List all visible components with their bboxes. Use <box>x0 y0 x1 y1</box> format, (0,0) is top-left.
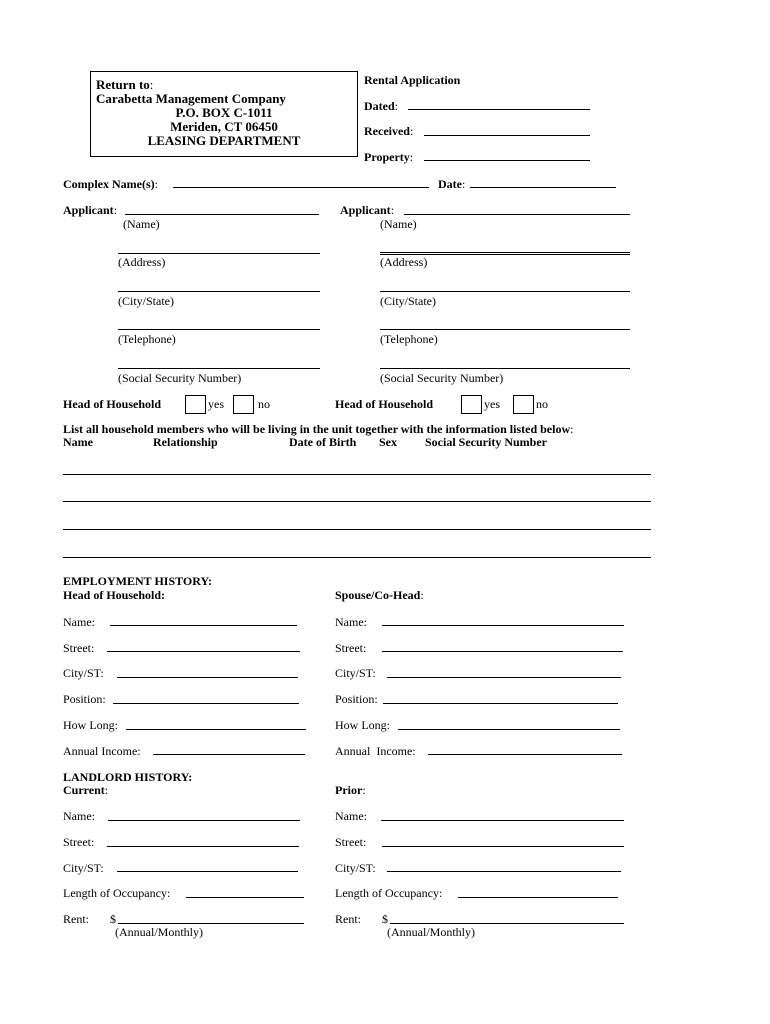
applicant-1-address-field[interactable] <box>118 253 320 254</box>
emp-head-position-label: Position: <box>63 692 106 706</box>
emp-spouse-name-label: Name: <box>335 615 367 629</box>
emp-spouse-city-field[interactable] <box>387 677 621 678</box>
property-field[interactable] <box>424 160 590 161</box>
ll-prior-name-label: Name: <box>335 809 367 823</box>
emp-spouse-name-field[interactable] <box>382 625 624 626</box>
applicant-1-name-field[interactable] <box>125 214 319 215</box>
applicant-2-telephone-field[interactable] <box>380 329 630 330</box>
applicant-2-address-field[interactable] <box>380 252 630 253</box>
household-instruction: List all household members who will be living in the unit together with the information listed below: <box>63 422 574 436</box>
applicant-1-city-field[interactable] <box>118 291 320 292</box>
applicant-2-name-caption: (Name) <box>380 217 417 231</box>
emp-head-name-field[interactable] <box>110 625 297 626</box>
received-label: Received: <box>364 124 414 138</box>
household-row-2[interactable] <box>63 501 651 502</box>
emp-spouse-howlong-label: How Long: <box>335 718 390 732</box>
emp-spouse-street-field[interactable] <box>382 651 623 652</box>
form-title: Rental Application <box>364 73 461 87</box>
dated-label: Dated: <box>364 99 399 113</box>
household-row-4[interactable] <box>63 557 651 558</box>
head-1-yes-checkbox[interactable] <box>185 395 206 414</box>
applicant-1-ssn-caption: (Social Security Number) <box>118 371 242 385</box>
emp-spouse-howlong-field[interactable] <box>398 729 620 730</box>
ll-current-rent-label: Rent: <box>63 912 89 926</box>
applicant-2-city-field[interactable] <box>380 291 630 292</box>
head-1-no-checkbox[interactable] <box>233 395 254 414</box>
emp-head-income-field[interactable] <box>153 754 305 755</box>
applicant-1-ssn-field[interactable] <box>118 368 320 369</box>
column-relationship: Relationship <box>153 435 218 449</box>
ll-prior-city-label: City/ST: <box>335 861 376 875</box>
emp-spouse-city-label: City/ST: <box>335 666 376 680</box>
ll-prior-occupancy-label: Length of Occupancy: <box>335 886 443 900</box>
ll-prior-city-field[interactable] <box>387 871 621 872</box>
ll-current-street-field[interactable] <box>107 846 299 847</box>
ll-current-name-label: Name: <box>63 809 95 823</box>
ll-prior-rent-label: Rent: <box>335 912 361 926</box>
emp-head-name-label: Name: <box>63 615 95 629</box>
ll-prior-street-label: Street: <box>335 835 367 849</box>
ll-prior-street-field[interactable] <box>382 846 624 847</box>
landlord-current-label: Current: <box>63 783 109 797</box>
applicant-1-address-caption: (Address) <box>118 255 166 269</box>
applicant-1-label: Applicant: <box>63 203 118 217</box>
head-of-household-2-label: Head of Household <box>335 397 434 411</box>
landlord-history-title: LANDLORD HISTORY: <box>63 770 193 784</box>
applicant-1-name-caption: (Name) <box>123 217 160 231</box>
dated-field[interactable] <box>408 109 590 110</box>
ll-prior-name-field[interactable] <box>381 820 624 821</box>
emp-spouse-position-label: Position: <box>335 692 378 706</box>
ll-prior-rent-field[interactable] <box>390 923 624 924</box>
employment-head-label: Head of Household: <box>63 588 166 602</box>
head-1-yes-label: yes <box>208 397 224 411</box>
emp-head-city-field[interactable] <box>117 677 298 678</box>
household-row-3[interactable] <box>63 529 651 530</box>
ll-prior-annual-monthly: (Annual/Monthly) <box>387 925 475 939</box>
ll-prior-occupancy-field[interactable] <box>458 897 618 898</box>
head-of-household-1-label: Head of Household <box>63 397 162 411</box>
ll-current-annual-monthly: (Annual/Monthly) <box>115 925 203 939</box>
emp-head-city-label: City/ST: <box>63 666 104 680</box>
date-label: Date: <box>438 177 466 191</box>
applicant-1-telephone-caption: (Telephone) <box>118 332 176 346</box>
emp-spouse-street-label: Street: <box>335 641 367 655</box>
applicant-1-telephone-field[interactable] <box>118 329 320 330</box>
company-name: Carabetta Management Company <box>96 91 286 106</box>
head-1-no-label: no <box>258 397 270 411</box>
emp-spouse-income-field[interactable] <box>428 754 622 755</box>
emp-head-street-field[interactable] <box>107 651 300 652</box>
column-date-of-birth: Date of Birth <box>289 435 357 449</box>
ll-current-city-field[interactable] <box>117 871 298 872</box>
ll-current-occupancy-label: Length of Occupancy: <box>63 886 171 900</box>
column-name: Name <box>63 435 93 449</box>
complex-name-field[interactable] <box>173 187 429 188</box>
emp-spouse-income-label: Annual Income: <box>335 744 416 758</box>
applicant-2-address-caption: (Address) <box>380 255 428 269</box>
ll-current-dollar: $ <box>110 912 116 926</box>
applicant-2-ssn-field[interactable] <box>380 368 630 369</box>
ll-current-name-field[interactable] <box>108 820 300 821</box>
emp-head-howlong-label: How Long: <box>63 718 118 732</box>
column-sex: Sex <box>379 435 397 449</box>
return-to-label: Return to: <box>96 77 154 92</box>
head-2-no-label: no <box>536 397 548 411</box>
ll-prior-dollar: $ <box>382 912 388 926</box>
household-row-1[interactable] <box>63 474 651 475</box>
city-address: Meriden, CT 06450 <box>170 119 278 134</box>
ll-current-street-label: Street: <box>63 835 95 849</box>
applicant-2-name-field[interactable] <box>404 214 630 215</box>
column-ssn: Social Security Number <box>425 435 547 449</box>
applicant-2-telephone-caption: (Telephone) <box>380 332 438 346</box>
employment-history-title: EMPLOYMENT HISTORY: <box>63 574 213 588</box>
head-2-yes-checkbox[interactable] <box>461 395 482 414</box>
emp-head-street-label: Street: <box>63 641 95 655</box>
po-box: P.O. BOX C-1011 <box>175 105 273 120</box>
applicant-2-label: Applicant: <box>340 203 395 217</box>
date-field[interactable] <box>470 187 616 188</box>
landlord-prior-label: Prior: <box>335 783 366 797</box>
ll-current-occupancy-field[interactable] <box>186 897 304 898</box>
return-address-box <box>90 71 358 157</box>
applicant-2-city-caption: (City/State) <box>380 294 436 308</box>
applicant-2-ssn-caption: (Social Security Number) <box>380 371 504 385</box>
emp-head-howlong-field[interactable] <box>126 729 306 730</box>
emp-spouse-position-field[interactable] <box>383 703 618 704</box>
emp-head-income-label: Annual Income: <box>63 744 141 758</box>
head-2-no-checkbox[interactable] <box>513 395 534 414</box>
ll-current-city-label: City/ST: <box>63 861 104 875</box>
applicant-1-city-caption: (City/State) <box>118 294 174 308</box>
received-field[interactable] <box>424 135 590 136</box>
head-2-yes-label: yes <box>484 397 500 411</box>
emp-head-position-field[interactable] <box>113 703 299 704</box>
ll-current-rent-field[interactable] <box>118 923 304 924</box>
property-label: Property: <box>364 150 414 164</box>
employment-spouse-label: Spouse/Co-Head: <box>335 588 424 602</box>
leasing-department: LEASING DEPARTMENT <box>147 133 301 148</box>
complex-name-label: Complex Name(s): <box>63 177 158 191</box>
